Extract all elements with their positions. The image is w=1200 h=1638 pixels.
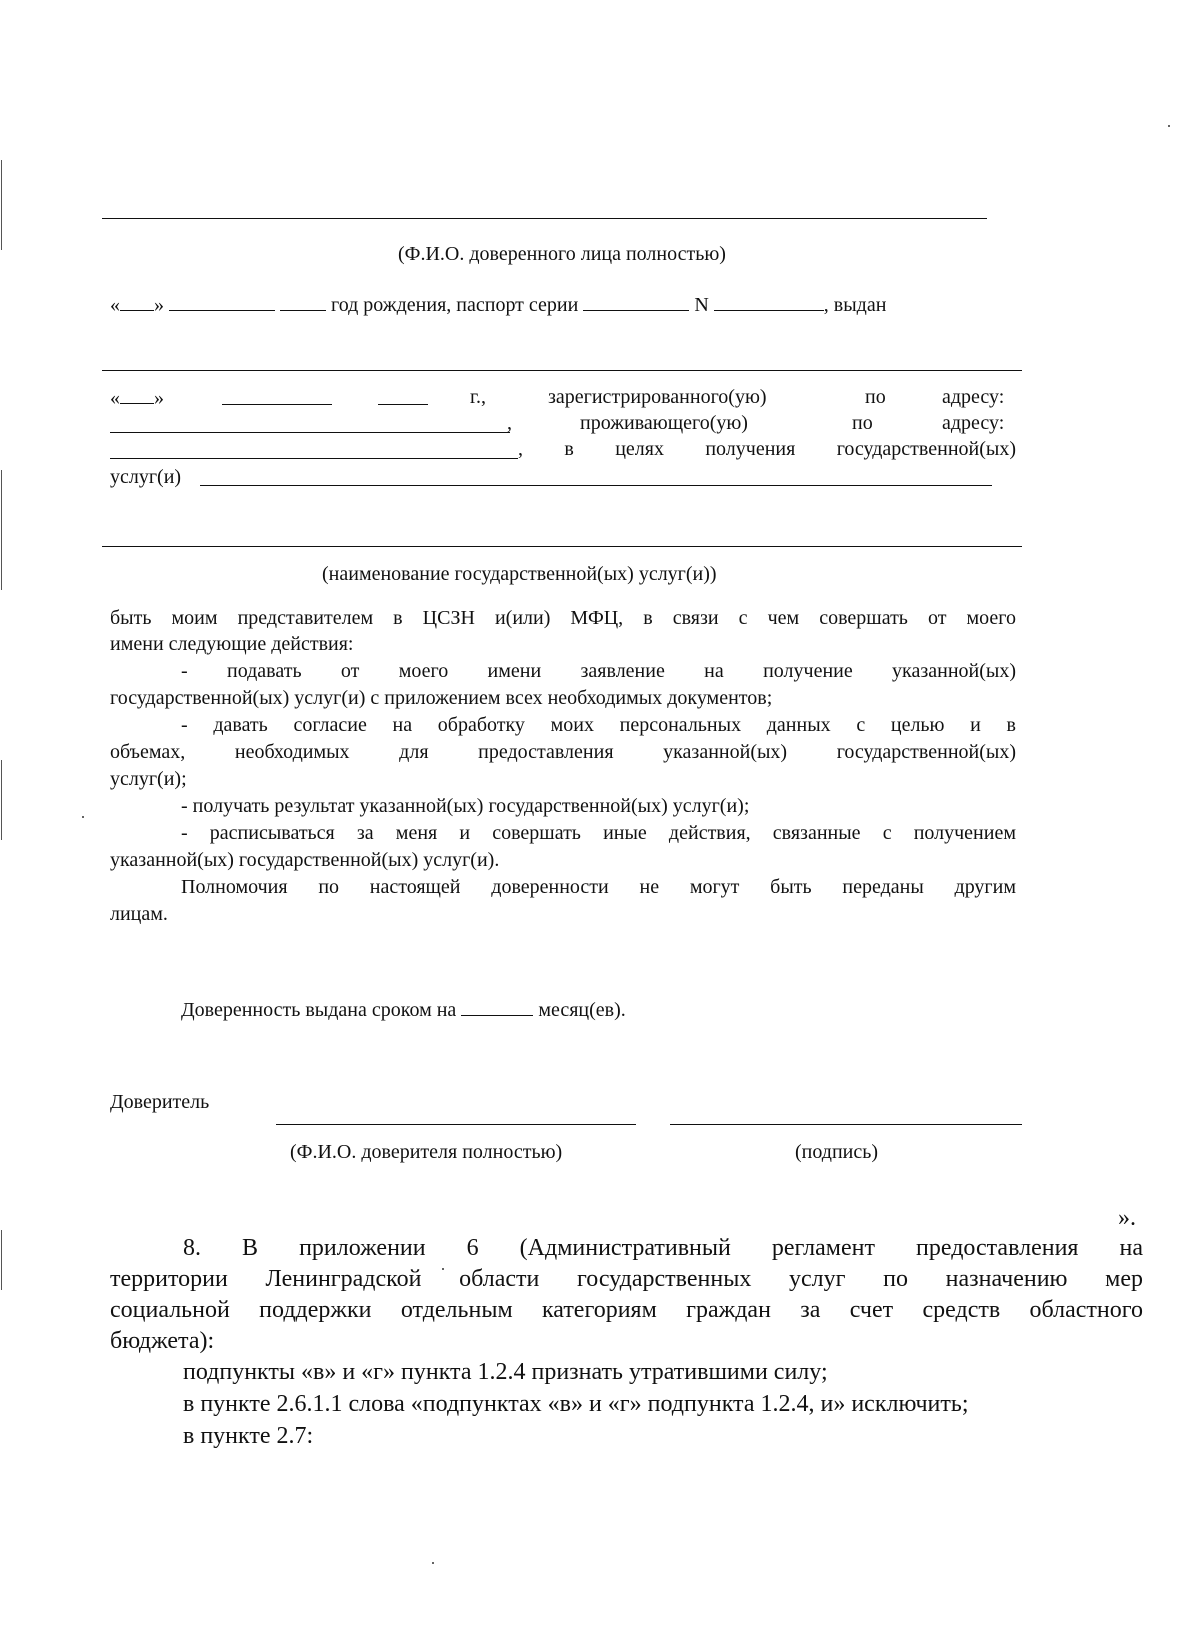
birth-passport-line [110,292,886,317]
issued-text: , выдан [823,294,887,316]
date-quote-open: « [110,294,120,316]
po-word: по [852,412,873,434]
body-line-4: государственной(ых) услуг(и) с приложением всех необходимых документов; [110,687,773,709]
issued-by-line [102,370,1022,371]
birth-day-field [120,292,154,311]
body-line-6: объемах, необходимых для предоставления указанной(ых) государственной(ых) [110,741,1016,763]
body-line-8: - получать результат указанной(ых) государственной(ых) услуг(и); [181,795,750,817]
body-line-3: - подавать от моего имени заявление на получение указанной(ых) [181,660,1016,682]
body-line-11: Полномочия по настоящей доверенности не могут быть переданы другим [181,876,1016,898]
principal-name-caption: (Ф.И.О. доверителя полностью) [290,1141,563,1163]
section8-line-4: бюджета): [110,1328,215,1354]
body-line-9: - расписываться за меня и совершать иные действия, связанные с получением [181,822,1016,844]
section8-line-5: подпункты «в» и «г» пункта 1.2.4 признать утратившими силу; [183,1359,828,1385]
body-line-2: имени следующие действия: [110,633,354,655]
principal-label: Доверитель [110,1091,210,1113]
service-caption: (наименование государственной(ых) услуг(и)) [322,563,717,585]
birth-year-text: год рождения, паспорт серии [331,294,579,316]
services-label: услуг(и) [110,466,182,488]
registered-word: зарегистрированного(ую) [548,386,767,408]
body-line-12: лицам. [110,903,168,925]
issue-year-field [378,404,428,405]
issue-month-field [222,404,332,405]
birth-year-field [280,292,326,311]
passport-series-field [583,292,689,311]
year-suffix: г., [470,386,486,408]
principal-name-line [276,1124,636,1125]
closing-quote: ». [1118,1205,1136,1231]
service-name-line [102,546,1022,547]
term-months-field [461,997,533,1016]
scan-edge [0,0,3,1638]
term-suffix: месяц(ев). [538,999,626,1021]
signature-caption: (подпись) [795,1141,879,1163]
po-word: по [865,386,886,408]
section8-line-6: в пункте 2.6.1.1 слова «подпунктах «в» и «г» подпункта 1.2.4, и» исключить; [183,1391,969,1417]
quote-close: » [154,387,164,409]
services-field [200,485,992,486]
issue-date-open-quote [110,385,164,410]
quote-open: « [110,387,120,409]
residing-word: проживающего(ую) [580,412,748,434]
trustee-name-line [102,218,987,219]
date-quote-close: » [154,294,164,316]
body-line-10: указанной(ых) государственной(ых) услуг(и). [110,849,500,871]
section8-line-2: территории Ленинградской области государственных услуг по назначению мер [110,1266,1143,1292]
passport-number-sign: N [694,294,709,316]
purpose-text: , в целях получения государственной(ых) [518,438,1016,460]
residence-address-field [110,458,518,459]
section8-line-3: социальной поддержки отдельным категориям граждан за счет средств областного [110,1297,1143,1323]
passport-number-field [714,292,824,311]
body-line-7: услуг(и); [110,768,187,790]
section8-line-1: 8. В приложении 6 (Административный регламент предоставления на [183,1235,1143,1261]
issue-day-field [120,385,154,404]
scan-speck [432,1562,434,1564]
birth-month-field [169,292,275,311]
address-word: адресу: [942,386,1005,408]
term-prefix: Доверенность выдана сроком на [181,999,457,1021]
address-word: адресу: [942,412,1005,434]
term-line [181,997,626,1022]
body-line-1: быть моим представителем в ЦСЗН и(или) МФЦ, в связи с чем совершать от моего [110,607,1016,629]
scan-speck [82,816,84,818]
comma: , [507,412,512,434]
registration-address-field [110,432,510,433]
scan-speck [1168,125,1170,127]
trustee-caption: (Ф.И.О. доверенного лица полностью) [398,243,726,265]
body-line-5: - давать согласие на обработку моих персональных данных с целью и в [181,714,1016,736]
section8-line-7: в пункте 2.7: [183,1423,314,1449]
principal-signature-line [670,1124,1022,1125]
